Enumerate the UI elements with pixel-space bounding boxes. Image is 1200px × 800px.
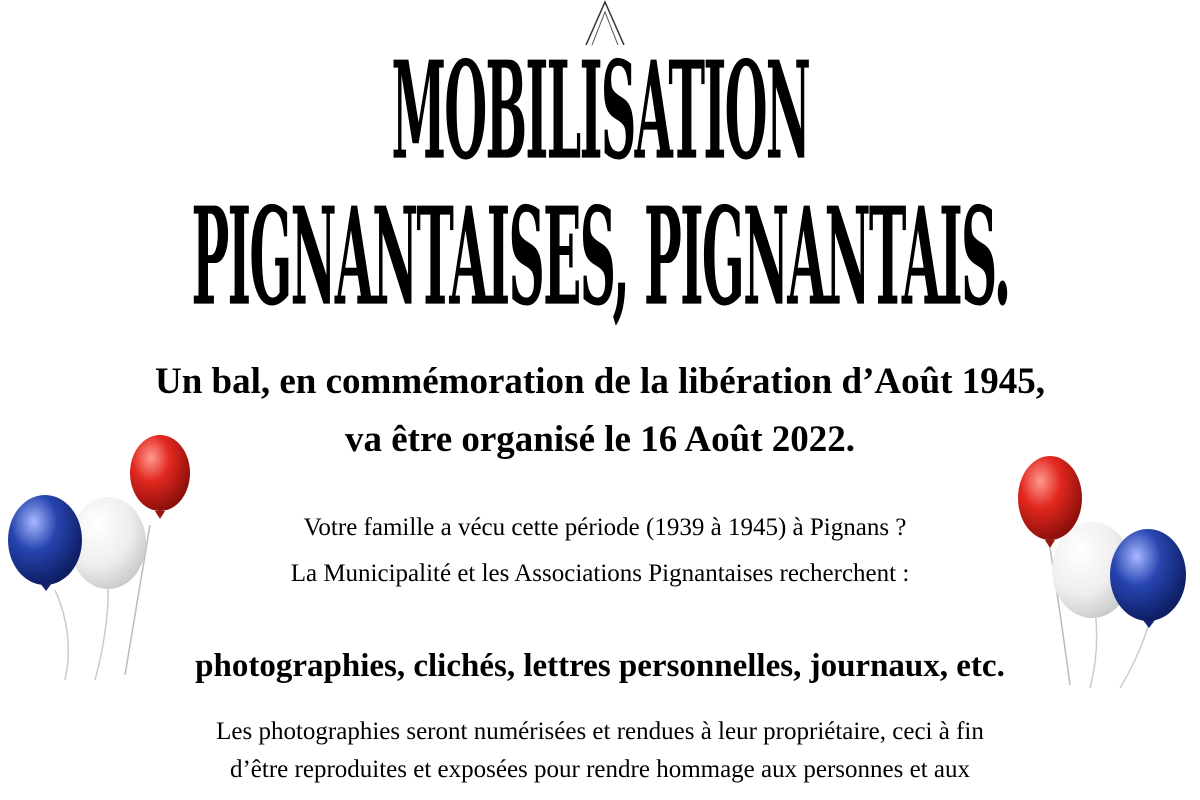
subtitle-line2: va être organisé le 16 Août 2022. — [344, 419, 856, 460]
headline-line2: PIGNANTAISES, PIGNANTAIS. — [190, 178, 1010, 338]
paragraph-line2: d’être reproduites et exposées pour rendre hommage aux personnes et aux — [229, 756, 970, 783]
paragraph-line1: Les photographies seront numérisées et rendues à leur propriétaire, ceci à fin — [216, 718, 984, 745]
question-line1: Votre famille a vécu cette période (1939 à 1945) à Pignans ? — [303, 514, 907, 541]
tricolor-balloons-left-icon — [0, 425, 220, 685]
headline-line1: MOBILISATION — [391, 32, 809, 192]
question-line2: La Municipalité et les Associations Pignantaises recherchent : — [290, 560, 910, 587]
headline-pignantais — [0, 178, 1200, 338]
subtitle-line1: Un bal, en commémoration de la libération d’Août 1945, — [154, 361, 1046, 402]
requested-items: photographies, clichés, lettres personnelles, journaux, etc. — [195, 648, 1005, 684]
